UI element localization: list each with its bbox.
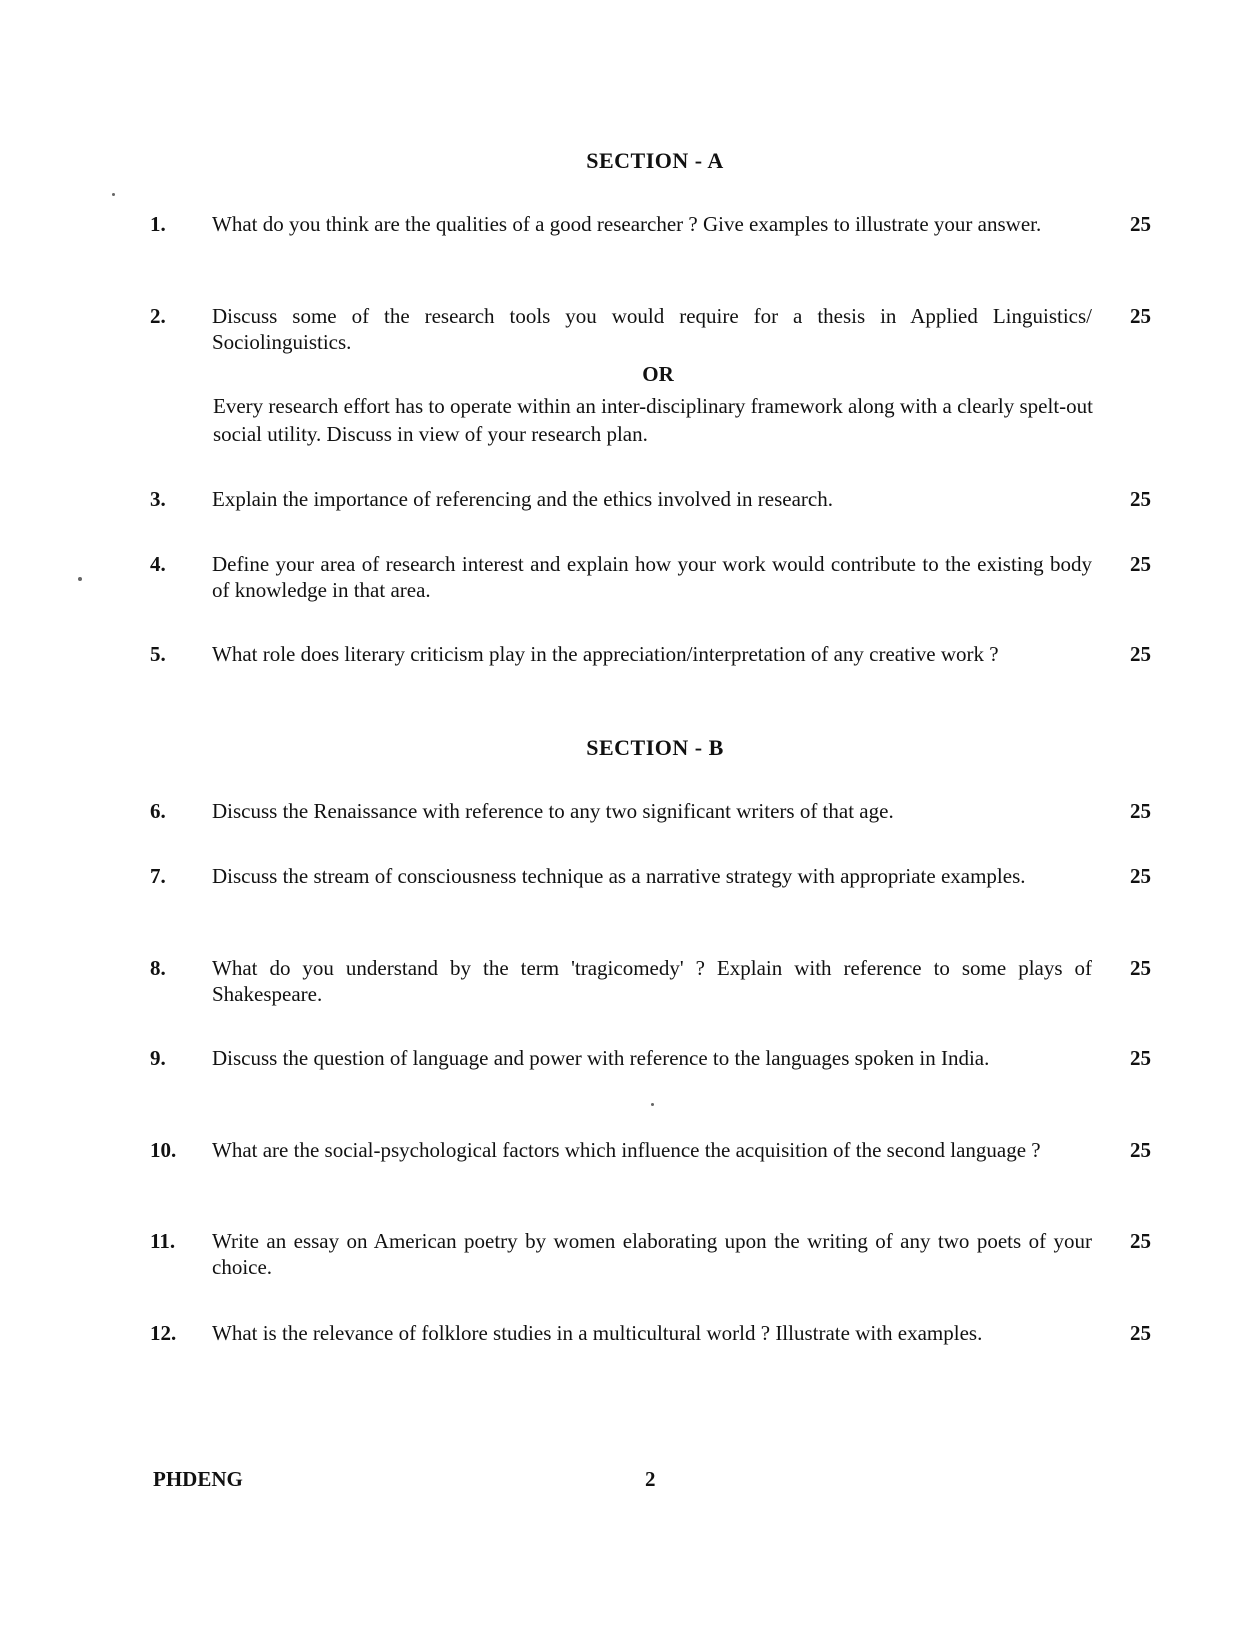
question-text: Discuss some of the research tools you would require for a thesis in Applied Linguistics/ Sociolinguistics. [212,304,1092,354]
question-number: 7. [150,864,166,888]
question-text: Write an essay on American poetry by women elaborating upon the writing of any two poets of your choice. [212,1229,1092,1279]
question-marks: 25 [1130,956,1151,980]
section-b-title: SECTION - B [586,735,724,760]
question-text: Discuss the Renaissance with reference to any two significant writers of that age. [212,799,894,823]
scan-speck [651,1103,654,1106]
question-marks: 25 [1130,864,1151,888]
question-number: 12. [150,1321,177,1345]
page-number: 2 [645,1467,656,1491]
question-marks: 25 [1130,212,1151,236]
section-a-title: SECTION - A [586,148,724,173]
question-2-alternative: Every research effort has to operate within an inter-disciplinary framework along with a clearly spelt-out social utility. Discuss in view of your research plan. [213,394,1093,446]
question-number: 4. [150,552,166,576]
question-text: What is the relevance of folklore studies in a multicultural world ? Illustrate with examples. [212,1321,983,1345]
question-text: What role does literary criticism play in the appreciation/interpretation of any creative work ? [212,642,999,666]
question-text: Discuss the question of language and power with reference to the languages spoken in India. [212,1046,990,1070]
question-number: 10. [150,1138,177,1162]
question-marks: 25 [1130,1229,1151,1253]
question-number: 11. [150,1229,176,1253]
question-text: Explain the importance of referencing and the ethics involved in research. [212,487,833,511]
scan-speck [112,193,115,196]
question-marks: 25 [1130,642,1151,666]
question-number: 8. [150,956,166,980]
question-text: Define your area of research interest and explain how your work would contribute to the existing body of knowledge in that area. [212,552,1092,602]
question-marks: 25 [1130,1321,1151,1345]
question-text: Discuss the stream of consciousness technique as a narrative strategy with appropriate examples. [212,864,1026,888]
scan-speck [78,577,82,581]
question-number: 6. [150,799,166,823]
question-number: 3. [150,487,166,511]
question-number: 2. [150,304,166,328]
question-marks: 25 [1130,1046,1151,1070]
question-marks: 25 [1130,1138,1151,1162]
question-text: What do you understand by the term 'tragicomedy' ? Explain with reference to some plays of Shakespeare. [212,956,1092,1006]
or-separator: OR [642,362,674,386]
question-marks: 25 [1130,304,1151,328]
question-marks: 25 [1130,799,1151,823]
question-number: 5. [150,642,166,666]
question-text: What do you think are the qualities of a good researcher ? Give examples to illustrate your answer. [212,212,1042,236]
question-number: 9. [150,1046,166,1070]
question-marks: 25 [1130,487,1151,511]
paper-code: PHDENG [153,1467,243,1491]
question-number: 1. [150,212,166,236]
question-marks: 25 [1130,552,1151,576]
question-text: What are the social-psychological factors which influence the acquisition of the second language ? [212,1138,1041,1162]
